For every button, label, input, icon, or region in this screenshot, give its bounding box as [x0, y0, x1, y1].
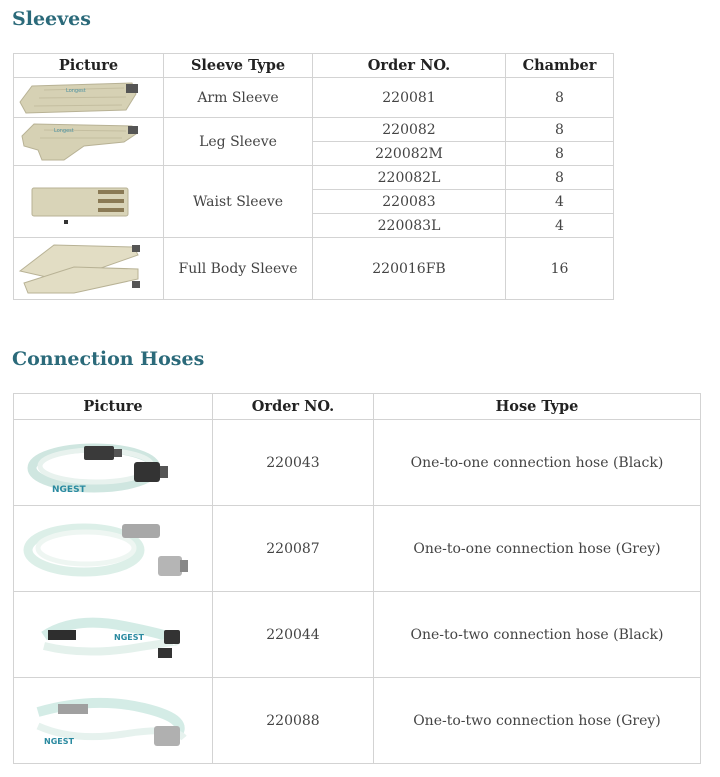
order-no-cell: 220087 [213, 506, 374, 592]
order-no-cell: 220082L [313, 166, 506, 190]
hose-black-one-to-two-image [14, 592, 213, 678]
table-row [14, 592, 701, 678]
chamber-cell: 8 [506, 78, 614, 118]
header-picture: Picture [14, 394, 213, 420]
connection-hoses-section-title: Connection Hoses [12, 348, 205, 370]
order-no-cell: 220044 [213, 592, 374, 678]
order-no-cell: 220081 [313, 78, 506, 118]
svg-text:NGEST: NGEST [114, 632, 144, 642]
header-order-no: Order NO. [213, 394, 374, 420]
table-row [14, 166, 614, 190]
order-no-cell: 220082 [313, 118, 506, 142]
hoses-header-row [14, 394, 701, 420]
full-body-sleeve-image [14, 238, 164, 300]
order-no-cell: 220043 [213, 420, 374, 506]
chamber-cell: 4 [506, 190, 614, 214]
chamber-cell: 16 [506, 238, 614, 300]
sleeves-section-title: Sleeves [12, 8, 91, 30]
hose-grey-one-to-one-image [14, 506, 213, 592]
sleeve-type-cell: Full Body Sleeve [164, 238, 313, 300]
svg-text:NGEST: NGEST [52, 484, 86, 495]
table-row [14, 118, 614, 142]
hose-black-one-to-one-image [14, 420, 213, 506]
header-order-no: Order NO. [313, 54, 506, 78]
header-chamber: Chamber [506, 54, 614, 78]
leg-sleeve-image [14, 118, 164, 166]
hose-type-cell: One-to-one connection hose (Grey) [374, 506, 701, 592]
hose-grey-one-to-two-image [14, 678, 213, 764]
order-no-cell: 220082M [313, 142, 506, 166]
arm-sleeve-image [14, 78, 164, 118]
sleeve-type-cell: Waist Sleeve [164, 166, 313, 238]
sleeve-type-cell: Arm Sleeve [164, 78, 313, 118]
table-row [14, 506, 701, 592]
svg-text:NGEST: NGEST [44, 736, 74, 746]
table-row [14, 420, 701, 506]
order-no-cell: 220016FB [313, 238, 506, 300]
svg-text:Longest: Longest [54, 127, 74, 134]
waist-sleeve-image [14, 166, 164, 238]
chamber-cell: 4 [506, 214, 614, 238]
header-hose-type: Hose Type [374, 394, 701, 420]
order-no-cell: 220088 [213, 678, 374, 764]
sleeves-table [13, 53, 614, 300]
order-no-cell: 220083 [313, 190, 506, 214]
hose-type-cell: One-to-one connection hose (Black) [374, 420, 701, 506]
order-no-cell: 220083L [313, 214, 506, 238]
hose-type-cell: One-to-two connection hose (Black) [374, 592, 701, 678]
chamber-cell: 8 [506, 166, 614, 190]
header-picture: Picture [14, 54, 164, 78]
table-row [14, 78, 614, 118]
sleeve-type-cell: Leg Sleeve [164, 118, 313, 166]
header-sleeve-type: Sleeve Type [164, 54, 313, 78]
chamber-cell: 8 [506, 118, 614, 142]
sleeves-header-row [14, 54, 614, 78]
table-row [14, 678, 701, 764]
hose-type-cell: One-to-two connection hose (Grey) [374, 678, 701, 764]
svg-text:Longest: Longest [66, 87, 86, 94]
chamber-cell: 8 [506, 142, 614, 166]
table-row [14, 238, 614, 300]
hoses-table [13, 393, 701, 764]
